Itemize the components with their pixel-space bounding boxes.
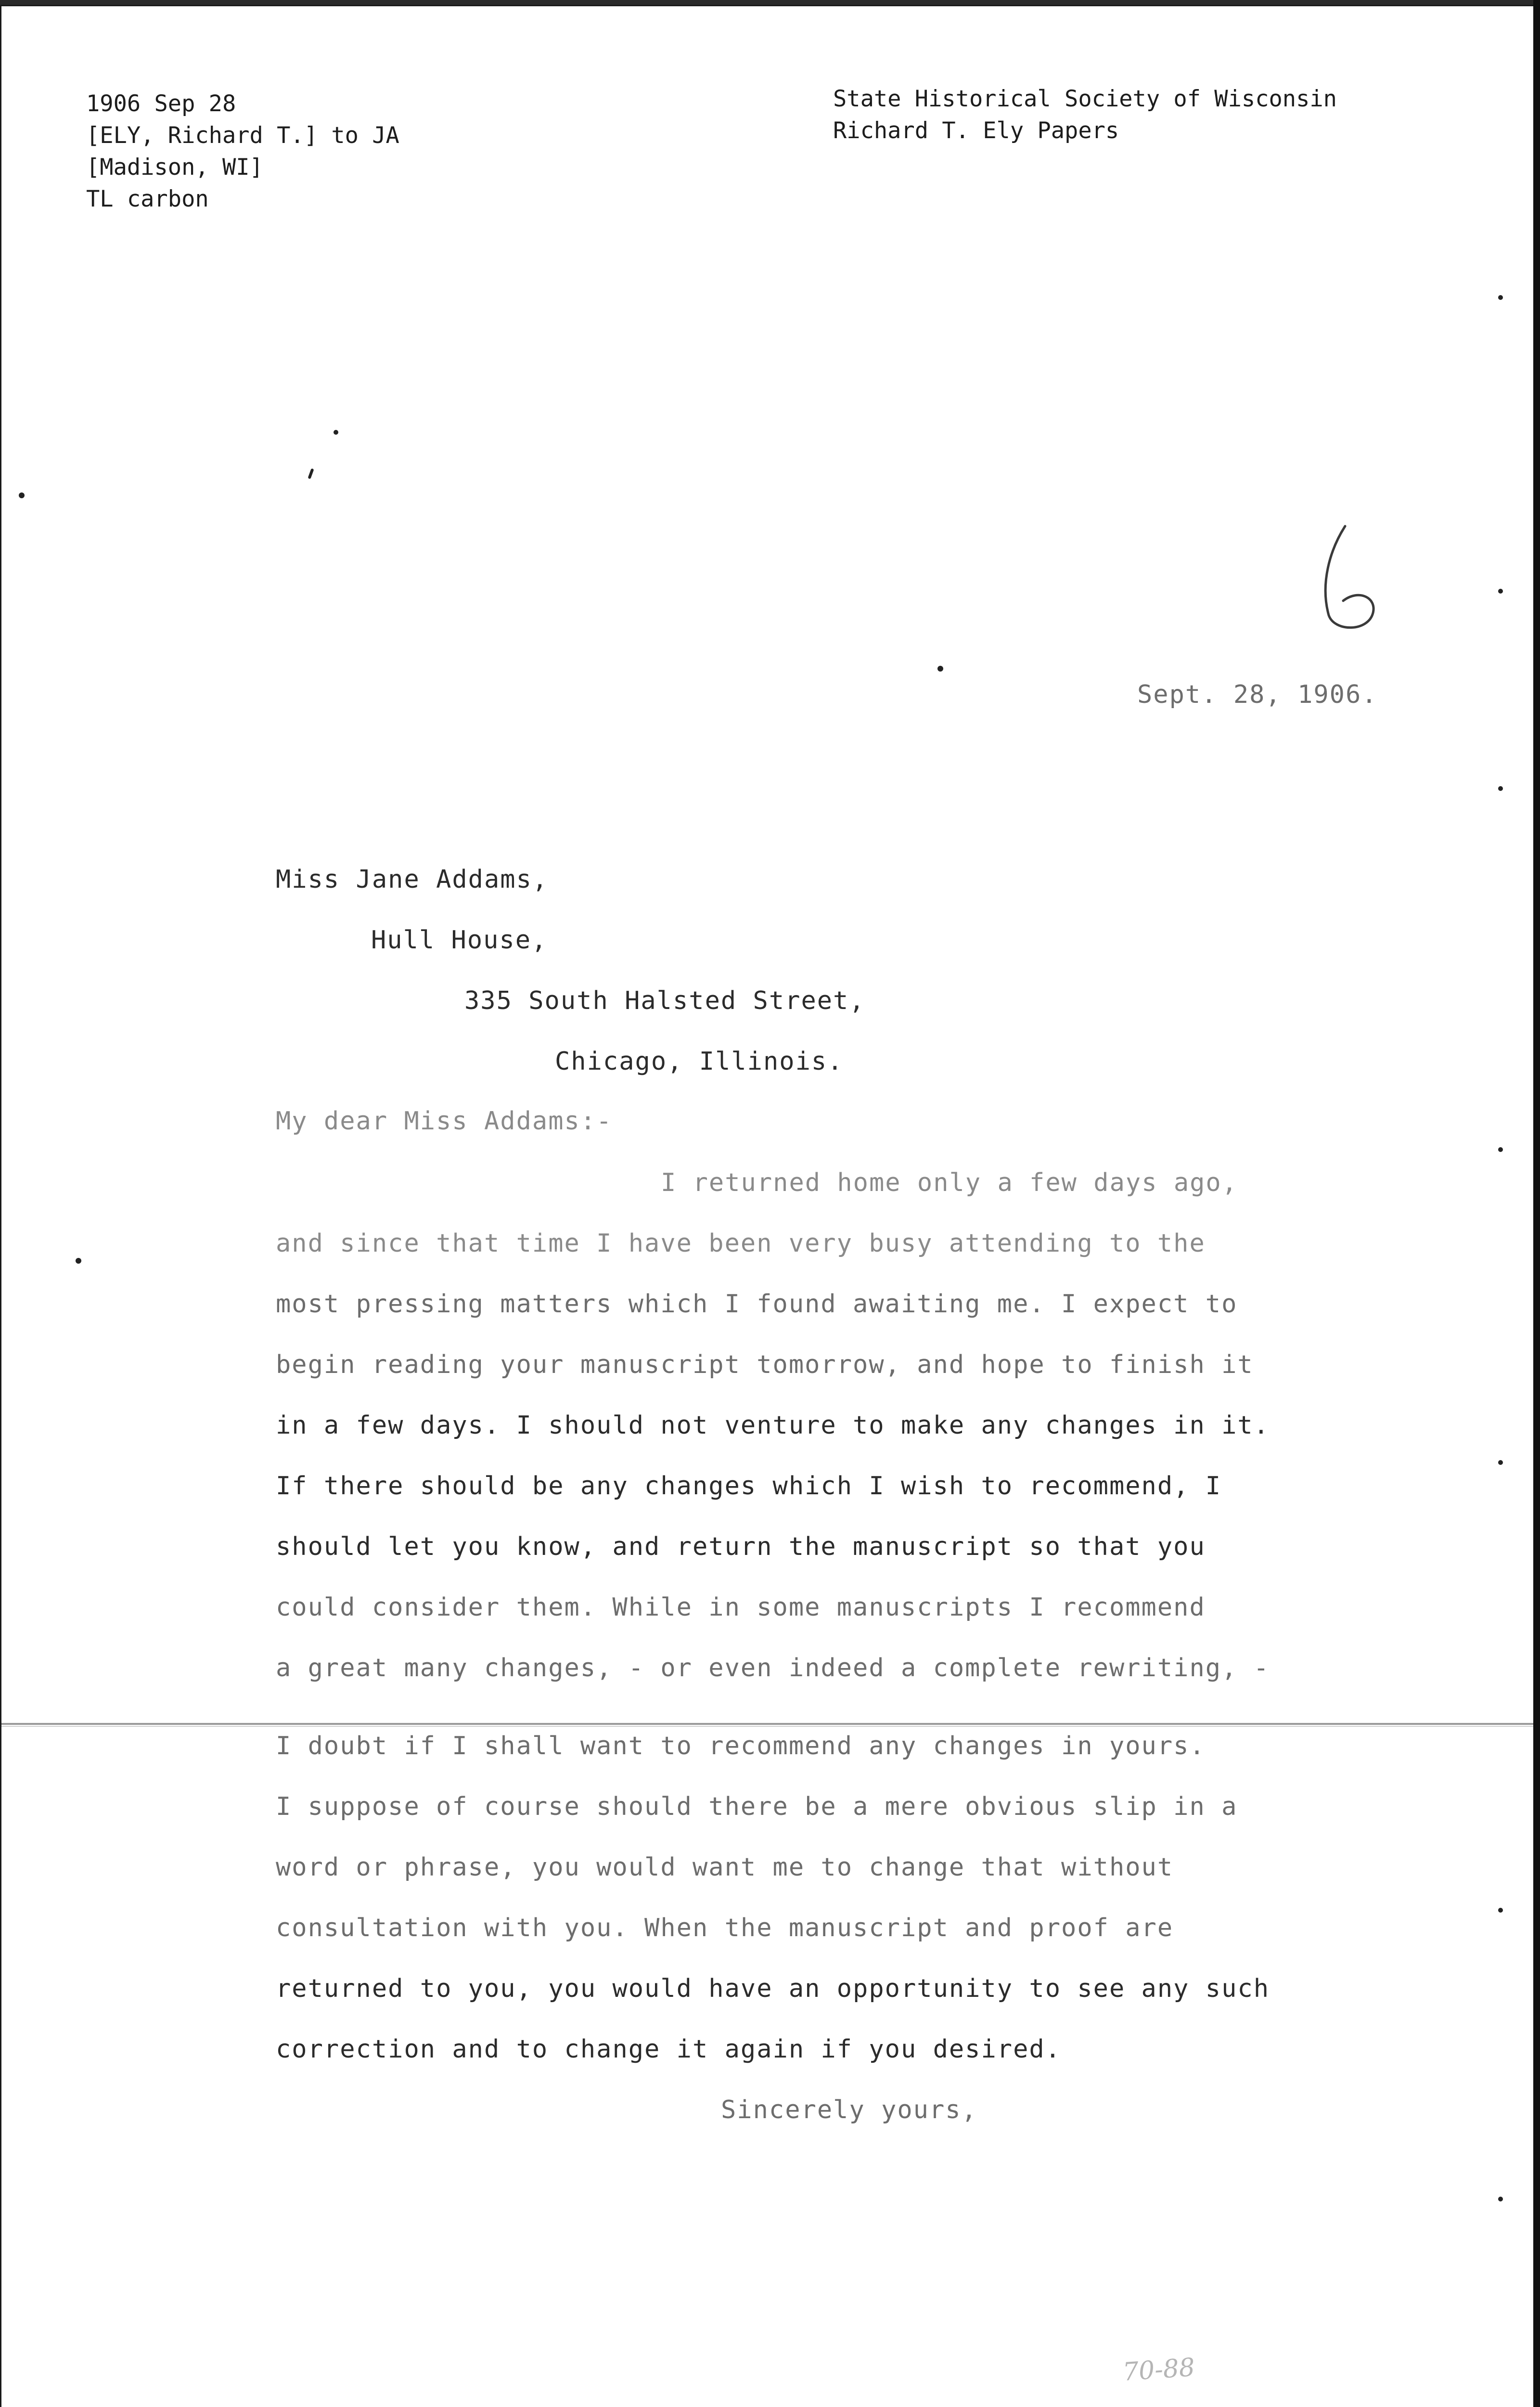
address-line-1: Miss Jane Addams, [276,865,549,894]
paper-speck [1498,1147,1503,1152]
paper-speck [334,430,338,435]
address-line-3: 335 South Halsted Street, [464,986,865,1015]
catalog-date: 1906 Sep 28 [86,91,236,117]
paper-speck [1498,295,1503,300]
salutation: My dear Miss Addams:- [276,1107,613,1136]
catalog-format: TL carbon [86,186,209,212]
body-line: If there should be any changes which I wish to recommend, I [276,1472,1222,1501]
paper-speck [1498,2197,1503,2201]
scan-edge [1533,0,1540,2407]
paper-speck [19,492,25,498]
paper-speck [1498,786,1503,791]
paper-speck [76,1258,81,1264]
body-line: should let you know, and return the manuscript so that you [276,1532,1206,1561]
body-line: in a few days. I should not venture to make any changes in it. [276,1411,1270,1440]
body-line: returned to you, you would have an opportunity to see any such [276,1974,1270,2003]
body-line: I returned home only a few days ago, [661,1168,1238,1197]
paper-speck [937,666,943,672]
body-line: correction and to change it again if you desired. [276,2035,1062,2064]
archive-collection: Richard T. Ely Papers [833,117,1119,144]
paper-speck [1498,1908,1503,1913]
body-line: begin reading your manuscript tomorrow, and hope to finish it [276,1350,1254,1379]
archive-repository: State Historical Society of Wisconsin [833,86,1337,112]
address-line-2: Hull House, [371,926,548,955]
body-line: and since that time I have been very busy attending to the [276,1229,1206,1258]
body-line: I doubt if I shall want to recommend any changes in yours. [276,1732,1206,1760]
body-line: could consider them. While in some manuscripts I recommend [276,1593,1206,1622]
catalog-place: [Madison, WI] [86,154,263,181]
body-line: word or phrase, you would want me to change that without [276,1853,1174,1882]
paper-speck [1498,589,1503,594]
catalog-author-recipient: [ELY, Richard T.] to JA [86,122,399,149]
archive-number: 70-88 [1122,2353,1196,2387]
body-line: most pressing matters which I found awaiting me. I expect to [276,1290,1238,1319]
closing: Sincerely yours, [721,2096,977,2124]
letter-page [0,5,1535,2407]
body-line: I suppose of course should there be a mere obvious slip in a [276,1792,1238,1821]
body-line: a great many changes, - or even indeed a complete rewriting, - [276,1654,1270,1682]
address-line-4: Chicago, Illinois. [555,1047,844,1076]
letter-text [1,6,1535,2407]
paper-speck [1498,1460,1503,1465]
body-line: consultation with you. When the manuscript and proof are [276,1914,1174,1942]
letter-date: Sept. 28, 1906. [1137,680,1378,709]
